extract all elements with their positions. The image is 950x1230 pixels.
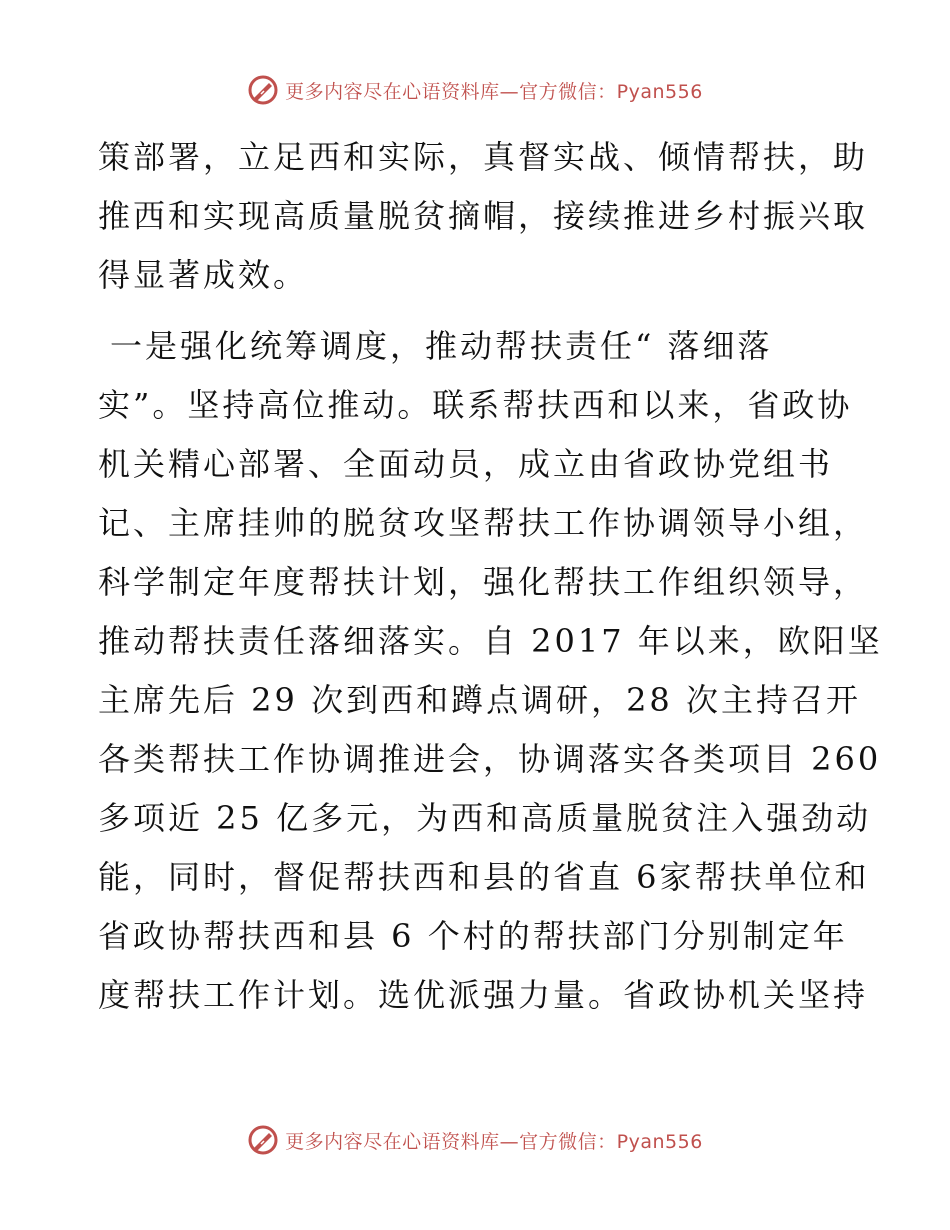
text-line: 多项近 25 亿多元，为西和高质量脱贫注入强劲动 xyxy=(98,799,872,837)
text-line: 机关精心部署、全面动员，成立由省政协党组书 xyxy=(98,445,834,483)
paragraph-gap xyxy=(98,305,858,317)
text-line: 记、主席挂帅的脱贫攻坚帮扶工作协调领导小组， xyxy=(98,504,869,542)
quill-seal-icon xyxy=(247,1124,279,1156)
footer-banner xyxy=(0,1122,950,1158)
text-line: 省政协帮扶西和县 6 个村的帮扶部门分别制定年 xyxy=(98,917,848,955)
text-line: 推动帮扶责任落细落实。自 2017 年以来，欧阳坚 xyxy=(98,622,883,660)
text-line: 得显著成效。 xyxy=(98,256,309,294)
header-banner-inner xyxy=(247,74,703,106)
text-line: 推西和实现高质量脱贫摘帽，接续推进乡村振兴取 xyxy=(98,197,869,235)
quill-seal-icon xyxy=(247,74,279,106)
text-line: 各类帮扶工作协调推进会，协调落实各类项目 260 xyxy=(98,740,882,778)
text-line: 度帮扶工作计划。选优派强力量。省政协机关坚持 xyxy=(98,976,869,1014)
paragraph-1 xyxy=(98,128,869,305)
footer-banner-text: 更多内容尽在心语资料库—官方微信：Pyan556 xyxy=(285,1130,703,1153)
text-line: 主席先后 29 次到西和蹲点调研，28 次主持召开 xyxy=(98,681,861,719)
header-banner xyxy=(0,72,950,108)
text-line: 实”。坚持高位推动。联系帮扶西和以来，省政协 xyxy=(98,386,853,424)
text-line: 一是强化统筹调度，推动帮扶责任“ 落细落 xyxy=(110,327,773,365)
text-line: 策部署，立足西和实际，真督实战、倾情帮扶，助 xyxy=(98,138,869,176)
document-body xyxy=(98,128,883,1025)
text-line: 科学制定年度帮扶计划，强化帮扶工作组织领导， xyxy=(98,563,869,601)
paragraph-2 xyxy=(98,317,883,1025)
footer-banner-inner xyxy=(247,1124,703,1156)
text-line: 能，同时，督促帮扶西和县的省直 6家帮扶单位和 xyxy=(98,858,870,896)
header-banner-text: 更多内容尽在心语资料库—官方微信：Pyan556 xyxy=(285,80,703,103)
